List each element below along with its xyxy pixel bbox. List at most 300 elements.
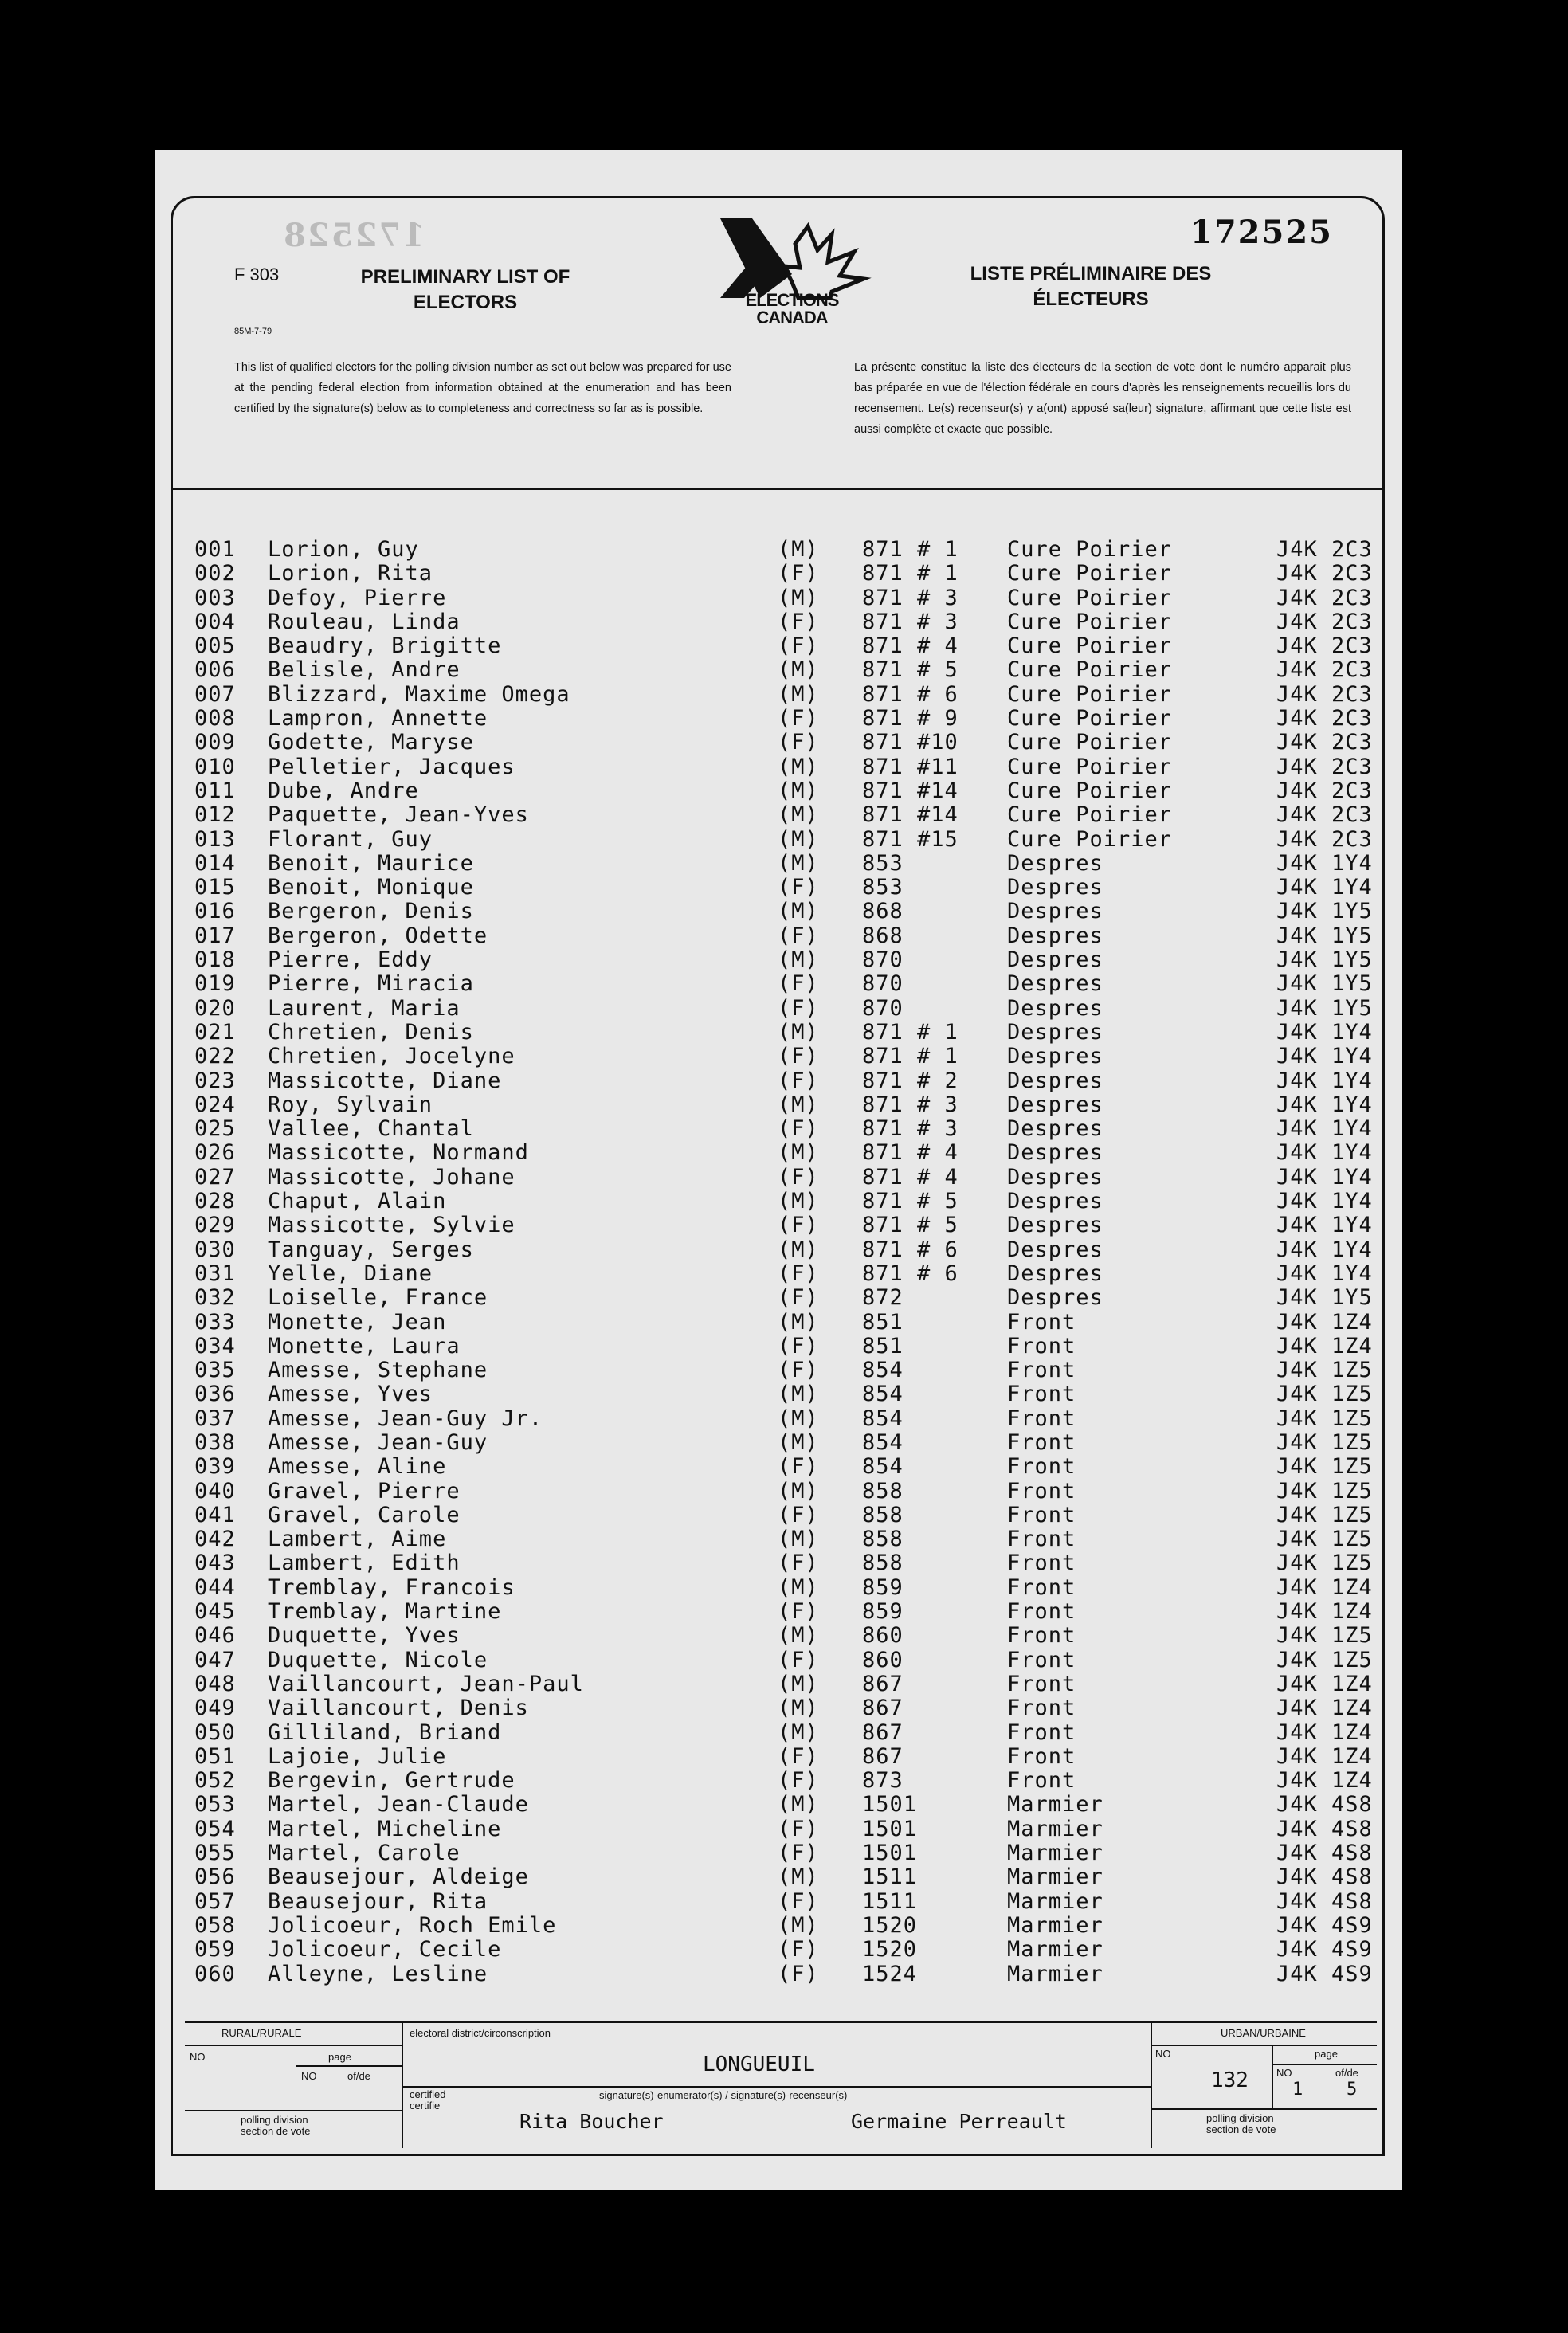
- elector-postal-code: J4K 2C3: [1276, 657, 1373, 683]
- elector-number: 041: [194, 1502, 236, 1527]
- elector-postal-code: J4K 1Y5: [1276, 947, 1373, 973]
- elector-row: [194, 1864, 1390, 1888]
- elector-house-number: 1524: [862, 1961, 918, 1986]
- elector-street: Despres: [1007, 995, 1103, 1021]
- elector-row: [194, 1937, 1390, 1961]
- form-date: 85M-7-79: [234, 327, 272, 336]
- elector-street: Despres: [1007, 1019, 1103, 1045]
- elector-number: 032: [194, 1285, 236, 1311]
- elector-row: [194, 1817, 1390, 1841]
- elector-number: 037: [194, 1406, 236, 1431]
- elector-postal-code: J4K 1Z4: [1276, 1574, 1373, 1600]
- elector-number: 024: [194, 1092, 236, 1117]
- elector-sex: (M): [778, 1237, 819, 1262]
- elector-number: 036: [194, 1382, 236, 1407]
- elector-street: Front: [1007, 1551, 1076, 1576]
- elector-postal-code: J4K 1Z4: [1276, 1768, 1373, 1794]
- elector-sex: (M): [778, 1140, 819, 1166]
- title-english: PRELIMINARY LIST OF ELECTORS: [360, 266, 570, 313]
- rural-no-label: NO: [190, 2051, 206, 2063]
- elector-house-number: 854: [862, 1358, 904, 1383]
- elector-name: Roy, Sylvain: [268, 1092, 433, 1117]
- elector-street: Cure Poirier: [1007, 730, 1173, 755]
- elector-postal-code: J4K 2C3: [1276, 706, 1373, 731]
- elector-number: 005: [194, 633, 236, 659]
- elector-postal-code: J4K 1Z5: [1276, 1358, 1373, 1383]
- elector-number: 008: [194, 706, 236, 731]
- elector-street: Despres: [1007, 1164, 1103, 1190]
- elector-name: Monette, Jean: [268, 1309, 447, 1335]
- elector-name: Lambert, Aime: [268, 1527, 447, 1552]
- district-label: electoral district/circonscription: [410, 2027, 551, 2039]
- elector-sex: (F): [778, 1044, 819, 1069]
- elector-row: [194, 561, 1390, 585]
- elector-row: [194, 1430, 1390, 1454]
- elector-name: Bergeron, Odette: [268, 923, 488, 948]
- elector-number: 021: [194, 1019, 236, 1045]
- elector-street: Despres: [1007, 1044, 1103, 1069]
- elector-sex: (F): [778, 1502, 819, 1527]
- elector-postal-code: J4K 1Z5: [1276, 1647, 1373, 1672]
- form-code: F 303: [234, 265, 280, 284]
- urban-no-label: NO: [1155, 2048, 1171, 2060]
- elector-street: Cure Poirier: [1007, 657, 1173, 683]
- elector-sex: (F): [778, 1333, 819, 1359]
- elector-row: [194, 1768, 1390, 1792]
- elector-house-number: 854: [862, 1406, 904, 1431]
- elector-sex: (F): [778, 923, 819, 948]
- elector-name: Massicotte, Sylvie: [268, 1213, 515, 1238]
- elector-name: Rouleau, Linda: [268, 609, 461, 634]
- elector-sex: (F): [778, 609, 819, 634]
- footer-divider-right: [1151, 2021, 1152, 2148]
- elector-sex: (M): [778, 657, 819, 683]
- elector-postal-code: J4K 1Z5: [1276, 1382, 1373, 1407]
- elector-sex: (F): [778, 875, 819, 900]
- elector-street: Cure Poirier: [1007, 802, 1173, 828]
- elector-row: [194, 586, 1390, 610]
- elector-postal-code: J4K 4S9: [1276, 1937, 1373, 1962]
- elector-postal-code: J4K 2C3: [1276, 802, 1373, 828]
- elector-row: [194, 610, 1390, 633]
- footer-top-rule: [185, 2021, 1377, 2023]
- elector-postal-code: J4K 2C3: [1276, 609, 1373, 634]
- elector-number: 002: [194, 561, 236, 586]
- elector-street: Front: [1007, 1671, 1076, 1696]
- elector-house-number: 853: [862, 850, 904, 876]
- elector-row: [194, 1189, 1390, 1213]
- elector-name: Godette, Maryse: [268, 730, 474, 755]
- logo-text-line-2: CANADA: [756, 308, 828, 327]
- elector-number: 029: [194, 1213, 236, 1238]
- page-total: 5: [1347, 2080, 1358, 2100]
- polling-division-number: 132: [1211, 2068, 1249, 2092]
- elector-name: Dube, Andre: [268, 778, 419, 803]
- elector-postal-code: J4K 1Z5: [1276, 1502, 1373, 1527]
- urban-bottom-rule: [1151, 2108, 1377, 2110]
- elector-number: 034: [194, 1333, 236, 1359]
- elector-sex: (F): [778, 1068, 819, 1093]
- elector-postal-code: J4K 2C3: [1276, 537, 1373, 562]
- elector-number: 038: [194, 1429, 236, 1455]
- elector-row: [194, 875, 1390, 899]
- elector-street: Cure Poirier: [1007, 681, 1173, 707]
- elector-postal-code: J4K 1Z5: [1276, 1406, 1373, 1431]
- signature-1: Rita Boucher: [519, 2110, 664, 2133]
- elector-postal-code: J4K 4S8: [1276, 1864, 1373, 1890]
- elector-sex: (M): [778, 1527, 819, 1552]
- serial-number: 172525: [1190, 214, 1333, 251]
- elector-row: [194, 1116, 1390, 1140]
- elector-name: Beausejour, Rita: [268, 1888, 488, 1914]
- elector-house-number: 871 #14: [862, 802, 958, 828]
- elector-postal-code: J4K 1Y4: [1276, 1116, 1373, 1142]
- elector-row: [194, 682, 1390, 706]
- elector-row: [194, 1285, 1390, 1309]
- elector-postal-code: J4K 1Z4: [1276, 1696, 1373, 1721]
- elector-house-number: 871 #15: [862, 826, 958, 852]
- elector-sex: (M): [778, 681, 819, 707]
- elector-sex: (F): [778, 730, 819, 755]
- elector-sex: (F): [778, 1961, 819, 1986]
- elector-house-number: 854: [862, 1429, 904, 1455]
- elector-row: [194, 1358, 1390, 1382]
- elector-number: 054: [194, 1816, 236, 1841]
- elector-sex: (F): [778, 1768, 819, 1794]
- elector-postal-code: J4K 4S9: [1276, 1961, 1373, 1986]
- elector-row: [194, 730, 1390, 754]
- elector-house-number: 871 # 5: [862, 657, 958, 683]
- elector-number: 003: [194, 585, 236, 610]
- elector-sex: (F): [778, 1841, 819, 1866]
- elector-number: 017: [194, 923, 236, 948]
- elector-number: 052: [194, 1768, 236, 1794]
- elector-name: Amesse, Aline: [268, 1454, 447, 1480]
- elector-row: [194, 1213, 1390, 1237]
- elector-house-number: 871 # 4: [862, 1140, 958, 1166]
- elector-row: [194, 1503, 1390, 1527]
- elector-sex: (M): [778, 802, 819, 828]
- elector-name: Pierre, Eddy: [268, 947, 433, 973]
- elector-name: Loiselle, France: [268, 1285, 488, 1311]
- rural-page-label: page: [328, 2051, 351, 2063]
- elector-number: 023: [194, 1068, 236, 1093]
- electors-list: [194, 537, 1390, 1986]
- elector-sex: (F): [778, 633, 819, 659]
- elector-sex: (M): [778, 1623, 819, 1649]
- elector-street: Despres: [1007, 1285, 1103, 1311]
- elector-street: Despres: [1007, 947, 1103, 973]
- elector-name: Tremblay, Martine: [268, 1599, 502, 1625]
- elector-sex: (F): [778, 1599, 819, 1625]
- signature-label: signature(s)-enumerator(s) / signature(s)-recenseur(s): [599, 2089, 848, 2101]
- elector-sex: (F): [778, 706, 819, 731]
- elector-name: Benoit, Maurice: [268, 850, 474, 876]
- elector-postal-code: J4K 4S8: [1276, 1888, 1373, 1914]
- elector-number: 053: [194, 1792, 236, 1817]
- elector-house-number: 871 # 6: [862, 1261, 958, 1286]
- elector-street: Despres: [1007, 1189, 1103, 1214]
- elector-postal-code: J4K 1Z4: [1276, 1671, 1373, 1696]
- elector-number: 048: [194, 1671, 236, 1696]
- elector-sex: (M): [778, 1406, 819, 1431]
- elector-street: Front: [1007, 1696, 1076, 1721]
- district-value: LONGUEUIL: [703, 2053, 815, 2076]
- elector-row: [194, 537, 1390, 561]
- elector-number: 007: [194, 681, 236, 707]
- elector-street: Front: [1007, 1358, 1076, 1383]
- elector-house-number: 871 # 3: [862, 609, 958, 634]
- elector-house-number: 870: [862, 947, 904, 973]
- elector-number: 006: [194, 657, 236, 683]
- elector-sex: (M): [778, 1019, 819, 1045]
- elector-postal-code: J4K 2C3: [1276, 681, 1373, 707]
- elector-house-number: 871 # 9: [862, 706, 958, 731]
- elector-name: Massicotte, Normand: [268, 1140, 529, 1166]
- elector-name: Vaillancourt, Denis: [268, 1696, 529, 1721]
- elector-street: Front: [1007, 1647, 1076, 1672]
- elector-street: Despres: [1007, 875, 1103, 900]
- elector-number: 011: [194, 778, 236, 803]
- elector-house-number: 867: [862, 1671, 904, 1696]
- elector-row: [194, 1165, 1390, 1189]
- elector-row: [194, 778, 1390, 802]
- elector-number: 001: [194, 537, 236, 562]
- elector-row: [194, 1623, 1390, 1647]
- elector-number: 046: [194, 1623, 236, 1649]
- elector-postal-code: J4K 1Y4: [1276, 1213, 1373, 1238]
- elector-number: 059: [194, 1937, 236, 1962]
- elector-sex: (F): [778, 561, 819, 586]
- elector-house-number: 871 # 2: [862, 1068, 958, 1093]
- elector-row: [194, 899, 1390, 923]
- elector-house-number: 853: [862, 875, 904, 900]
- elector-street: Despres: [1007, 1140, 1103, 1166]
- logo-text-line-1: ELECTIONS: [745, 290, 839, 310]
- urban-of-label: of/de: [1335, 2067, 1358, 2079]
- elector-postal-code: J4K 2C3: [1276, 730, 1373, 755]
- elector-street: Marmier: [1007, 1792, 1103, 1817]
- elector-row: [194, 851, 1390, 875]
- elector-postal-code: J4K 4S8: [1276, 1792, 1373, 1817]
- elector-name: Massicotte, Diane: [268, 1068, 502, 1093]
- elector-postal-code: J4K 2C3: [1276, 778, 1373, 803]
- elector-street: Front: [1007, 1454, 1076, 1480]
- certified-label: certified certifie: [410, 2088, 446, 2111]
- elector-postal-code: J4K 1Y5: [1276, 923, 1373, 948]
- elector-house-number: 1520: [862, 1937, 918, 1962]
- elector-name: Yelle, Diane: [268, 1261, 433, 1286]
- elector-sex: (M): [778, 1574, 819, 1600]
- elector-house-number: 872: [862, 1285, 904, 1311]
- elector-street: Cure Poirier: [1007, 609, 1173, 634]
- elector-house-number: 870: [862, 971, 904, 997]
- elector-row: [194, 633, 1390, 657]
- elector-row: [194, 706, 1390, 730]
- elector-name: Blizzard, Maxime Omega: [268, 681, 570, 707]
- elector-name: Jolicoeur, Cecile: [268, 1937, 502, 1962]
- urban-page-divider: [1272, 2045, 1273, 2108]
- elector-house-number: 871 # 3: [862, 585, 958, 610]
- elector-name: Duquette, Yves: [268, 1623, 461, 1649]
- elector-postal-code: J4K 1Y5: [1276, 899, 1373, 924]
- elector-street: Cure Poirier: [1007, 754, 1173, 779]
- elector-house-number: 871 # 1: [862, 537, 958, 562]
- elector-name: Martel, Jean-Claude: [268, 1792, 529, 1817]
- elector-number: 050: [194, 1719, 236, 1745]
- elector-number: 033: [194, 1309, 236, 1335]
- elector-postal-code: J4K 1Z5: [1276, 1454, 1373, 1480]
- elector-house-number: 1501: [862, 1792, 918, 1817]
- elector-postal-code: J4K 1Y4: [1276, 1189, 1373, 1214]
- elector-number: 058: [194, 1912, 236, 1938]
- elector-row: [194, 1551, 1390, 1574]
- elector-postal-code: J4K 1Y4: [1276, 1019, 1373, 1045]
- elector-name: Tanguay, Serges: [268, 1237, 474, 1262]
- elector-sex: (M): [778, 1478, 819, 1504]
- elector-street: Despres: [1007, 971, 1103, 997]
- elector-row: [194, 1479, 1390, 1503]
- elector-house-number: 858: [862, 1478, 904, 1504]
- elector-row: [194, 996, 1390, 1020]
- elector-postal-code: J4K 1Z5: [1276, 1478, 1373, 1504]
- elector-row: [194, 802, 1390, 826]
- elector-postal-code: J4K 4S8: [1276, 1841, 1373, 1866]
- elector-street: Despres: [1007, 1068, 1103, 1093]
- elector-street: Cure Poirier: [1007, 633, 1173, 659]
- elector-name: Martel, Carole: [268, 1841, 461, 1866]
- elector-name: Paquette, Jean-Yves: [268, 802, 529, 828]
- elector-house-number: 860: [862, 1623, 904, 1649]
- elector-postal-code: J4K 1Z4: [1276, 1309, 1373, 1335]
- rural-of-label: of/de: [347, 2070, 370, 2082]
- elector-house-number: 871 #14: [862, 778, 958, 803]
- elector-number: 042: [194, 1527, 236, 1552]
- elector-sex: (F): [778, 1116, 819, 1142]
- elector-number: 057: [194, 1888, 236, 1914]
- elector-sex: (M): [778, 1671, 819, 1696]
- elector-street: Front: [1007, 1382, 1076, 1407]
- elector-house-number: 1520: [862, 1912, 918, 1938]
- serial-number-ghost: 172528: [282, 217, 425, 254]
- elector-number: 051: [194, 1743, 236, 1769]
- elector-row: [194, 971, 1390, 995]
- elector-row: [194, 1575, 1390, 1599]
- elector-house-number: 854: [862, 1382, 904, 1407]
- elector-postal-code: J4K 1Y4: [1276, 1164, 1373, 1190]
- page-number: 1: [1292, 2080, 1303, 2100]
- elector-postal-code: J4K 2C3: [1276, 561, 1373, 586]
- elector-row: [194, 1527, 1390, 1551]
- elector-house-number: 871 #10: [862, 730, 958, 755]
- elector-street: Front: [1007, 1623, 1076, 1649]
- elector-street: Front: [1007, 1599, 1076, 1625]
- elector-postal-code: J4K 2C3: [1276, 585, 1373, 610]
- elector-house-number: 871 # 3: [862, 1092, 958, 1117]
- elector-number: 020: [194, 995, 236, 1021]
- elector-postal-code: J4K 1Y4: [1276, 1044, 1373, 1069]
- elector-number: 044: [194, 1574, 236, 1600]
- elector-house-number: 867: [862, 1696, 904, 1721]
- elector-house-number: 1501: [862, 1816, 918, 1841]
- elector-sex: (M): [778, 1719, 819, 1745]
- elector-sex: (M): [778, 754, 819, 779]
- elector-row: [194, 1310, 1390, 1334]
- elector-row: [194, 1406, 1390, 1430]
- elector-number: 049: [194, 1696, 236, 1721]
- elector-row: [194, 1648, 1390, 1672]
- elector-house-number: 871 # 3: [862, 1116, 958, 1142]
- urban-page-no-label: NO: [1276, 2067, 1292, 2079]
- elector-postal-code: J4K 1Y5: [1276, 995, 1373, 1021]
- elector-row: [194, 755, 1390, 778]
- elector-row: [194, 1889, 1390, 1913]
- district-rule: [402, 2086, 1151, 2088]
- elector-postal-code: J4K 2C3: [1276, 754, 1373, 779]
- elector-sex: (F): [778, 1816, 819, 1841]
- elector-postal-code: J4K 1Z5: [1276, 1623, 1373, 1649]
- logo-text: [720, 292, 864, 327]
- elector-house-number: 1511: [862, 1864, 918, 1890]
- elector-postal-code: J4K 1Y4: [1276, 875, 1373, 900]
- elector-street: Front: [1007, 1406, 1076, 1431]
- elector-name: Chretien, Denis: [268, 1019, 474, 1045]
- elector-name: Alleyne, Lesline: [268, 1961, 488, 1986]
- elector-name: Chretien, Jocelyne: [268, 1044, 515, 1069]
- elector-house-number: 858: [862, 1502, 904, 1527]
- elector-house-number: 868: [862, 899, 904, 924]
- rural-page-rule: [296, 2065, 402, 2067]
- elector-house-number: 860: [862, 1647, 904, 1672]
- elector-street: Front: [1007, 1502, 1076, 1527]
- elector-street: Front: [1007, 1574, 1076, 1600]
- elector-number: 060: [194, 1961, 236, 1986]
- elector-number: 014: [194, 850, 236, 876]
- elector-postal-code: J4K 1Z5: [1276, 1429, 1373, 1455]
- elector-postal-code: J4K 2C3: [1276, 826, 1373, 852]
- elector-sex: (M): [778, 1792, 819, 1817]
- elector-postal-code: J4K 1Y5: [1276, 1285, 1373, 1311]
- elector-street: Front: [1007, 1743, 1076, 1769]
- elector-sex: (F): [778, 971, 819, 997]
- elector-house-number: 867: [862, 1743, 904, 1769]
- elector-sex: (M): [778, 778, 819, 803]
- elector-name: Laurent, Maria: [268, 995, 461, 1021]
- urban-page-label: page: [1315, 2048, 1338, 2060]
- elector-street: Marmier: [1007, 1888, 1103, 1914]
- elector-name: Beausejour, Aldeige: [268, 1864, 529, 1890]
- elector-row: [194, 1672, 1390, 1696]
- elector-postal-code: J4K 4S8: [1276, 1816, 1373, 1841]
- elector-house-number: 858: [862, 1551, 904, 1576]
- elector-sex: (F): [778, 995, 819, 1021]
- elector-name: Jolicoeur, Roch Emile: [268, 1912, 557, 1938]
- elector-postal-code: J4K 1Y5: [1276, 971, 1373, 997]
- title-french: LISTE PRÉLIMINAIRE DES ÉLECTEURS: [970, 263, 1212, 310]
- elector-number: 031: [194, 1261, 236, 1286]
- elector-name: Bergeron, Denis: [268, 899, 474, 924]
- elector-house-number: 859: [862, 1599, 904, 1625]
- elector-row: [194, 923, 1390, 947]
- rural-label: RURAL/RURALE: [221, 2027, 302, 2039]
- elector-number: 019: [194, 971, 236, 997]
- elector-name: Amesse, Jean-Guy: [268, 1429, 488, 1455]
- elector-street: Marmier: [1007, 1816, 1103, 1841]
- elector-name: Lambert, Edith: [268, 1551, 461, 1576]
- elector-street: Despres: [1007, 850, 1103, 876]
- elector-street: Front: [1007, 1768, 1076, 1794]
- elector-row: [194, 1068, 1390, 1092]
